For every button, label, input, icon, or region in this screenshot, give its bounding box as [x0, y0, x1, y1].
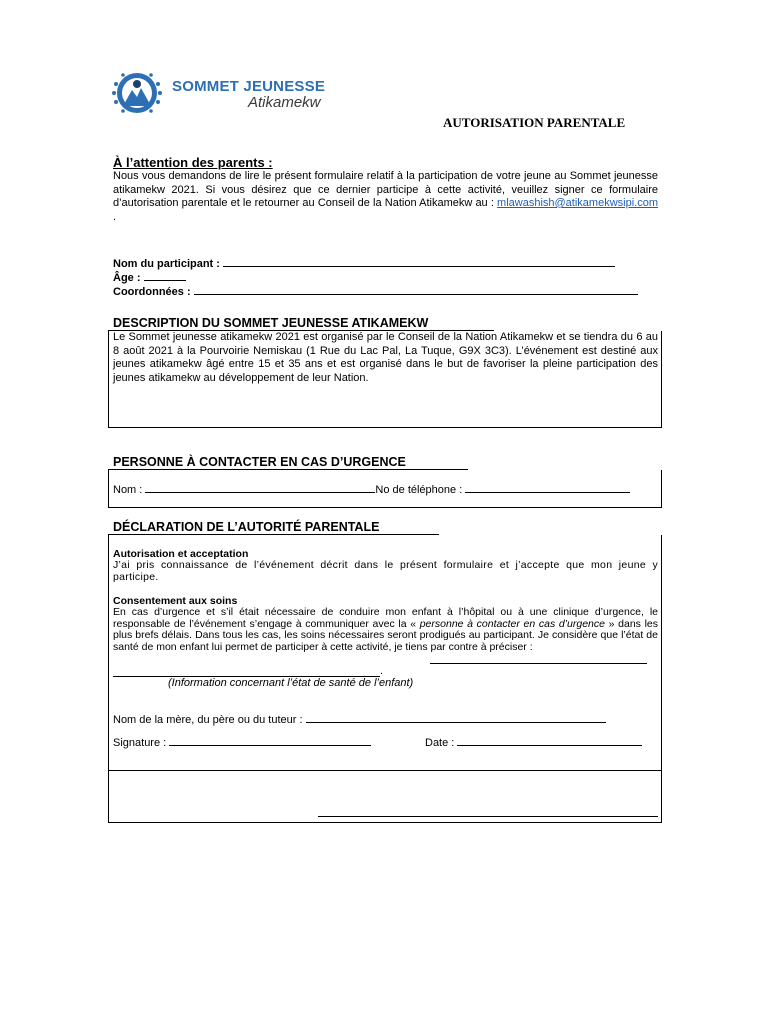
participant-age-label: Âge : — [113, 272, 141, 284]
attention-end: . — [113, 210, 117, 223]
logo-subtitle: Atikamekw — [248, 94, 321, 111]
document-title: AUTORISATION PARENTALE — [443, 115, 626, 130]
description-text: Le Sommet jeunesse atikamekw 2021 est organisé par le Conseil de la Nation Atikamekw et se tiendra du 6 au 8 août 2021 à la Pourvoirie Nemiskau (1 Rue du Lac Pal, La Tuque, G9X 3C3). L’événement est destiné aux jeunes atikamekw âgé entre 15 et 35 ans et est organisé dans le but de favoriser la pleine participation des jeunes atikamekw au développement de leur Nation. — [113, 331, 658, 384]
guardian-row — [113, 712, 606, 726]
attention-text — [113, 170, 658, 224]
participant-coords-field[interactable] — [194, 284, 638, 295]
summit-emblem-icon — [110, 70, 166, 116]
attention-heading — [113, 155, 273, 170]
guardian-name-field[interactable] — [306, 712, 606, 723]
bottom-signature-line[interactable] — [318, 816, 658, 817]
emergency-phone-label: No de téléphone : — [375, 484, 463, 496]
emergency-phone-field[interactable] — [465, 482, 630, 493]
signature-row — [113, 735, 371, 749]
participant-name-row — [113, 256, 638, 270]
date-row — [425, 735, 642, 749]
participant-age-row — [113, 270, 638, 284]
signature-label: Signature : — [113, 737, 167, 749]
authorization-text: J’ai pris connaissance de l’événement décrit dans le présent formulaire et j’accepte que mon jeune y participe. — [113, 559, 658, 583]
logo — [110, 70, 350, 116]
participant-coords-row — [113, 284, 638, 298]
consent-text-1: En cas d’urgence et s’il était nécessaire de conduire mon enfant à l’hôpital ou à une clinique d’urgence, le responsable de l’événement s’engage à communiquer avec la « — [113, 606, 658, 630]
participant-name-field[interactable] — [223, 256, 615, 267]
participant-coords-label: Coordonnées : — [113, 286, 191, 298]
date-field[interactable] — [457, 735, 642, 746]
guardian-label: Nom de la mère, du père ou du tuteur : — [113, 714, 303, 726]
attention-heading-text: À l’attention des parents : — [113, 155, 273, 170]
consent-text-2: » dans les plus brefs délais. Dans tous les cas, les soins nécessaires seront prodigués au participant. Je considère que l’état de santé de mon enfant lui permet de participer à cette activité, je tiens par contre à préciser : — [113, 617, 658, 653]
consent-text — [113, 607, 658, 653]
emergency-heading: PERSONNE À CONTACTER EN CAS D’URGENCE — [113, 455, 406, 469]
date-label: Date : — [425, 737, 455, 749]
contact-email-link[interactable]: mlawashish@atikamekwsipi.com — [497, 197, 658, 209]
signature-field[interactable] — [169, 735, 371, 746]
declaration-heading: DÉCLARATION DE L’AUTORITÉ PARENTALE — [113, 520, 380, 534]
health-info-field[interactable] — [430, 663, 647, 664]
participant-fields — [113, 256, 638, 298]
health-info-caption: (Information concernant l’état de santé de l’enfant) — [168, 677, 414, 689]
emergency-row — [113, 482, 630, 496]
attention-body: Nous vous demandons de lire le présent formulaire relatif à la participation de votre jeune au Sommet jeunesse atikamekw 2021. Si vous désirez que ce dernier participe à cette activité, veuillez signer ce formulaire d’autorisation parentale et le retourner au Conseil de la Nation Atikamekw au : — [113, 170, 658, 209]
emergency-name-field[interactable] — [145, 482, 375, 493]
participant-name-label: Nom du participant : — [113, 258, 220, 270]
authorization-heading: Autorisation et acceptation — [113, 548, 249, 560]
description-heading: DESCRIPTION DU SOMMET JEUNESSE ATIKAMEKW — [113, 316, 429, 330]
participant-age-field[interactable] — [144, 270, 186, 281]
logo-title: SOMMET JEUNESSE — [172, 78, 326, 95]
health-info-dot: . — [380, 665, 384, 677]
consent-heading: Consentement aux soins — [113, 595, 238, 607]
consent-italic: personne à contacter en cas d’urgence — [419, 617, 605, 630]
emergency-name-label: Nom : — [113, 484, 143, 496]
